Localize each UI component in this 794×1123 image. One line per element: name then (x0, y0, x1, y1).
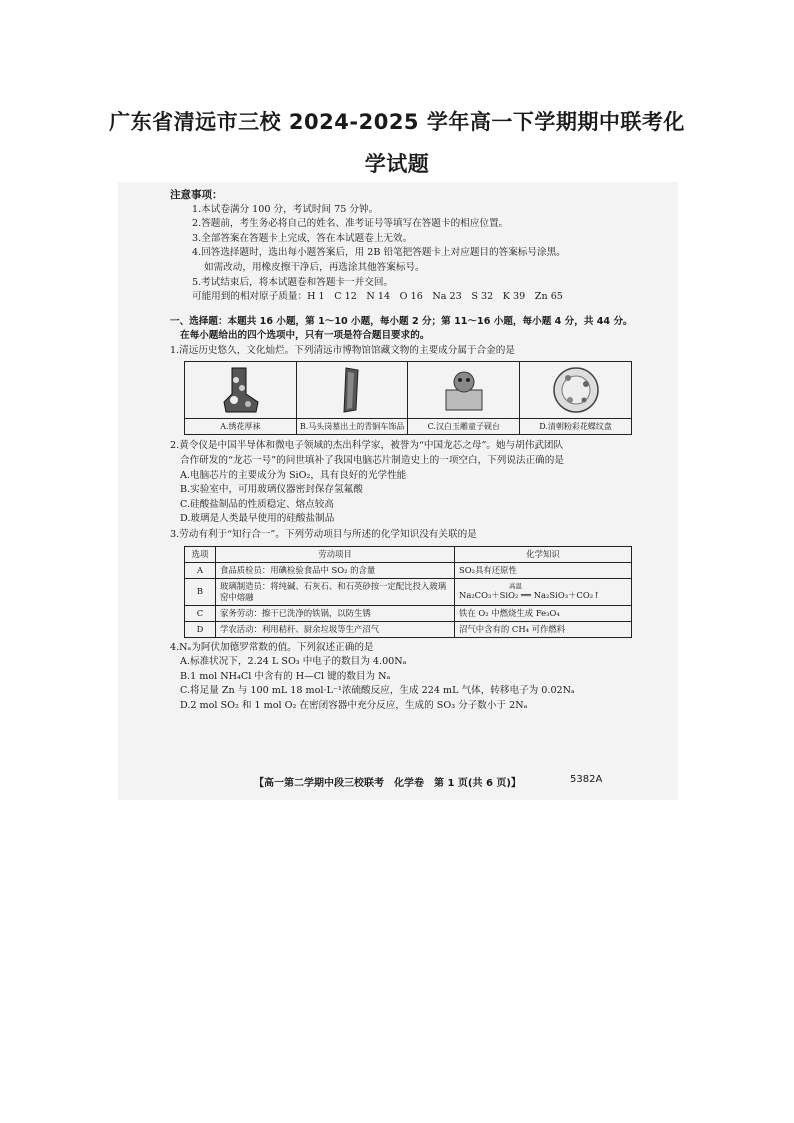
atomic-masses: 可能用到的相对原子质量：H 1 C 12 N 14 O 16 Na 23 S 32 K 39 Zn 65 (192, 291, 563, 303)
notice-heading: 注意事项： (170, 189, 223, 201)
option-c-cell (408, 362, 520, 435)
footer-exam-code: 5382A (570, 774, 603, 785)
option-a-label: A.绣花厚袜 (185, 418, 296, 434)
notice-item: 4.回答选择题时，选出每小题答案后，用 2B 铅笔把答题卡上对应题目的答案标号涂黑。 (192, 247, 566, 259)
row-labor: 玻璃制造员：将纯碱、石灰石、和石英砂按一定配比投入玻璃窑中熔融 (216, 578, 455, 605)
header-option: 选项 (185, 546, 216, 562)
question-4-option-c: C.将足量 Zn 与 100 mL 18 mol·L⁻¹浓硫酸反应，生成 224 mL 气体，转移电子为 0.02Nₐ (180, 685, 575, 697)
header-labor-item: 劳动项目 (216, 546, 455, 562)
question-1-stem: 1.清远历史悠久，文化灿烂。下列清远市博物馆馆藏文物的主要成分属于合金的是 (170, 344, 515, 356)
question-4-option-b: B.1 mol NH₄Cl 中含有的 H—Cl 键的数目为 Nₐ (180, 670, 391, 682)
notice-item-continued: 如需改动，用橡皮擦干净后，再选涂其他答案标号。 (204, 261, 425, 273)
porcelain-plate-photo (520, 362, 631, 418)
option-d-label: D.清朝粉彩花蝶纹盘 (520, 418, 631, 434)
question-2-stem: 2.黄令仪是中国半导体和微电子领域的杰出科学家，被誉为“中国龙芯之母”。她与胡伟武团队 (170, 440, 564, 452)
notice-item: 2.答题前，考生务必将自己的姓名、准考证号等填写在答题卡的相应位置。 (192, 218, 509, 230)
row-option: D (185, 621, 216, 637)
exam-content (170, 188, 635, 713)
row-knowledge: SO₂具有还原性 (455, 562, 632, 578)
row-labor: 食品质检员：用碘检验食品中 SO₂ 的含量 (216, 562, 455, 578)
row-labor: 学农活动：利用秸秆、厨余垃圾等生产沼气 (216, 621, 455, 637)
reaction-equation: Na₂CO₃＋SiO₂ ══ Na₂SiO₃＋CO₂↑ (459, 589, 601, 600)
question-1-artifact-table (184, 361, 632, 435)
section-instruction: 在每小题给出的四个选项中，只有一项是符合题目要求的。 (180, 329, 430, 341)
jade-inkstone-photo (408, 362, 519, 418)
row-knowledge-equation (455, 578, 632, 605)
table-row (185, 578, 632, 605)
notice-item: 3.全部答案在答题卡上完成，答在本试题卷上无效。 (192, 232, 413, 244)
question-4-option-a: A.标准状况下，2.24 L SO₃ 中电子的数目为 4.00Nₐ (180, 656, 407, 668)
notice-item: 5.考试结束后，将本试题卷和答题卡一并交回。 (192, 276, 394, 288)
row-option: A (185, 562, 216, 578)
question-2-option-c: C.硅酸盐制品的性质稳定、熔点较高 (180, 498, 334, 510)
question-3-stem: 3.劳动有利于“知行合一”。下列劳动项目与所述的化学知识没有关联的是 (170, 528, 477, 540)
question-2-stem-continued: 合作研发的“龙芯一号”的问世填补了我国电脑芯片制造史上的一项空白，下列说法正确的是 (180, 454, 564, 466)
option-b-cell (296, 362, 408, 435)
question-3-table (184, 546, 632, 638)
row-option: B (185, 578, 216, 605)
row-labor: 家务劳动：擦干已洗净的铁锅，以防生锈 (216, 605, 455, 621)
bronze-ornament-photo (297, 362, 408, 418)
footer-page-info: 【高一第二学期中段三校联考 化学卷 第 1 页(共 6 页)】 (254, 778, 521, 789)
row-option: C (185, 605, 216, 621)
option-c-label: C.汉白玉雕童子砚台 (408, 418, 519, 434)
paper-title-line1: 广东省清远市三校 2024-2025 学年高一下学期期中联考化 (109, 110, 685, 134)
table-row (185, 621, 632, 637)
reaction-condition: 高温 (509, 581, 522, 590)
question-2-option-a: A.电脑芯片的主要成分为 SiO₂，具有良好的光学性能 (180, 469, 407, 481)
question-2-option-d: D.玻璃是人类最早使用的硅酸盐制品 (180, 513, 335, 525)
question-4-option-d: D.2 mol SO₂ 和 1 mol O₂ 在密闭容器中充分反应，生成的 SO₃ 分子数小于 2Nₐ (180, 699, 528, 711)
option-d-cell (520, 362, 632, 435)
option-b-label: B.马头岗墓出土的青铜车饰品 (297, 418, 408, 434)
paper-title-line2: 学试题 (364, 152, 430, 176)
notice-item: 1.本试卷满分 100 分，考试时间 75 分钟。 (192, 203, 379, 215)
row-knowledge: 沼气中含有的 CH₄ 可作燃料 (455, 621, 632, 637)
question-4-stem: 4.Nₐ为阿伏加德罗常数的值。下列叙述正确的是 (170, 641, 374, 653)
header-chem-knowledge: 化学知识 (455, 546, 632, 562)
section-heading: 一、选择题：本题共 16 小题，第 1～10 小题，每小题 2 分；第 11～16 小题，每小题 4 分，共 44 分。 (170, 315, 633, 327)
table-row (185, 605, 632, 621)
question-2-option-b: B.实验室中，可用玻璃仪器密封保存氢氟酸 (180, 484, 363, 496)
embroidered-sock-photo (185, 362, 296, 418)
option-a-cell (185, 362, 297, 435)
row-knowledge: 铁在 O₂ 中燃烧生成 Fe₃O₄ (455, 605, 632, 621)
table-row (185, 562, 632, 578)
